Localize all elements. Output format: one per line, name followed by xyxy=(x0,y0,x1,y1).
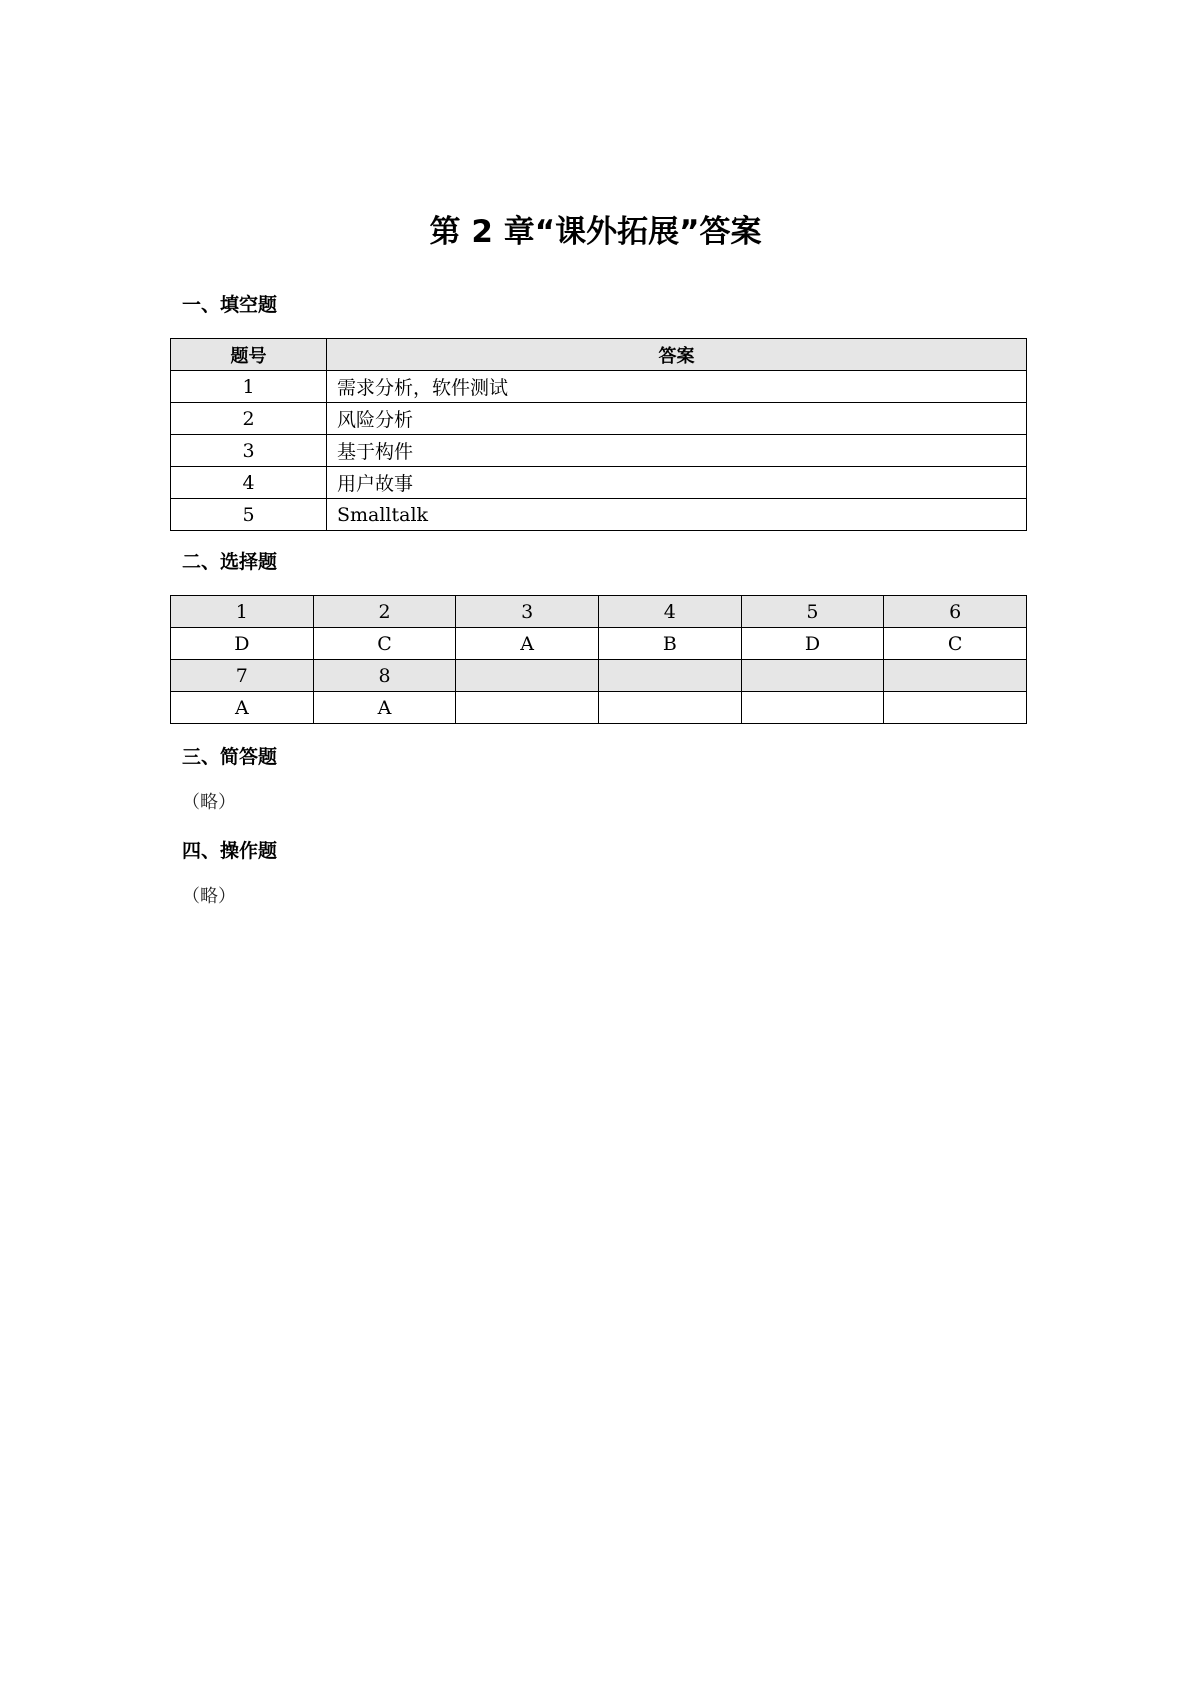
question-number: 3 xyxy=(171,435,327,467)
table-row xyxy=(171,403,1027,435)
empty-cell xyxy=(884,692,1027,724)
empty-cell xyxy=(456,692,599,724)
table-row xyxy=(171,371,1027,403)
choice-answer: C xyxy=(884,628,1027,660)
question-number: 1 xyxy=(171,371,327,403)
table-row xyxy=(171,435,1027,467)
answer-cell: Smalltalk xyxy=(327,499,1027,531)
fill-in-answer-table xyxy=(170,338,1027,531)
choice-answer: A xyxy=(313,692,456,724)
question-number: 5 xyxy=(741,596,884,628)
empty-cell xyxy=(598,660,741,692)
question-number-row xyxy=(171,660,1027,692)
table-row xyxy=(171,499,1027,531)
question-number: 5 xyxy=(171,499,327,531)
empty-cell xyxy=(741,692,884,724)
table-header-row xyxy=(171,339,1027,371)
answer-row xyxy=(171,692,1027,724)
question-number: 1 xyxy=(171,596,314,628)
choice-answer: D xyxy=(741,628,884,660)
answer-cell: 风险分析 xyxy=(327,403,1027,435)
question-number: 3 xyxy=(456,596,599,628)
short-answer-section-heading: 三、简答题 xyxy=(182,746,278,768)
choice-answer: C xyxy=(313,628,456,660)
choice-answer: D xyxy=(171,628,314,660)
question-number-row xyxy=(171,596,1027,628)
answer-cell: 需求分析，软件测试 xyxy=(327,371,1027,403)
question-number: 6 xyxy=(884,596,1027,628)
empty-cell xyxy=(456,660,599,692)
question-number: 8 xyxy=(313,660,456,692)
answer-header: 答案 xyxy=(327,339,1027,371)
question-number: 7 xyxy=(171,660,314,692)
question-number: 4 xyxy=(171,467,327,499)
question-number: 2 xyxy=(313,596,456,628)
question-number-header: 题号 xyxy=(171,339,327,371)
fill-in-section-heading: 一、填空题 xyxy=(182,294,278,316)
question-number: 4 xyxy=(598,596,741,628)
empty-cell xyxy=(884,660,1027,692)
short-answer-note: （略） xyxy=(182,792,236,813)
operation-note: （略） xyxy=(182,886,236,907)
empty-cell xyxy=(598,692,741,724)
operation-section-heading: 四、操作题 xyxy=(182,840,278,862)
question-number: 2 xyxy=(171,403,327,435)
table-row xyxy=(171,467,1027,499)
multiple-choice-section-heading: 二、选择题 xyxy=(182,551,278,573)
choice-answer: B xyxy=(598,628,741,660)
multiple-choice-answer-table xyxy=(170,595,1027,724)
empty-cell xyxy=(741,660,884,692)
choice-answer: A xyxy=(171,692,314,724)
page-title: 第 2 章“课外拓展”答案 xyxy=(429,214,762,250)
choice-answer: A xyxy=(456,628,599,660)
answer-row xyxy=(171,628,1027,660)
answer-cell: 用户故事 xyxy=(327,467,1027,499)
answer-cell: 基于构件 xyxy=(327,435,1027,467)
